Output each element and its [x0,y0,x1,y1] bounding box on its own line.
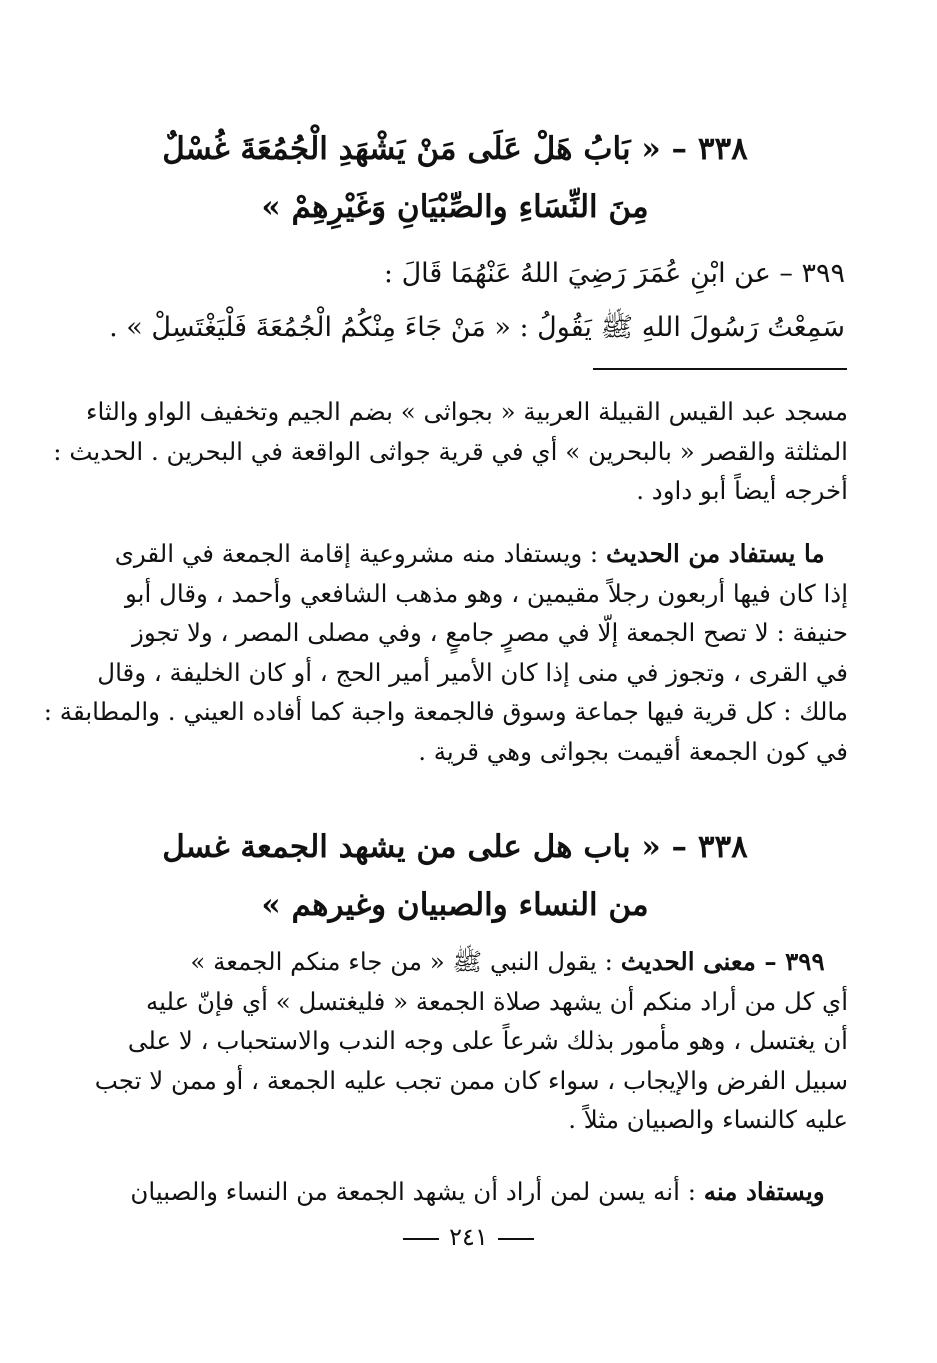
chapter-heading-line-1: ٣٣٨ – « بَابُ هَلْ عَلَى مَنْ يَشْهَدِ الْجُمُعَةَ غُسْلٌ [162,131,748,167]
meaning-line: أي كل من أراد منكم أن يشهد صلاة الجمعة « فليغتسل » أي فإنّ عليه [145,986,848,1016]
commentary-line: المثلثة والقصر « بالبحرين » أي في قرية جواثى الواقعة في البحرين . الحديث : [53,436,848,466]
benefits-line-text: : ويستفاد منه مشروعية إقامة الجمعة في القرى [114,539,599,568]
hadith-line-1: ٣٩٩ – عن ابْنِ عُمَرَ رَضِيَ اللهُ عَنْهُمَا قَالَ : [383,258,845,289]
benefits-line [100,534,848,574]
derived-text: : أنه يسن لمن أراد أن يشهد الجمعة من النساء والصبيان [130,1177,696,1206]
commentary-paragraph [53,392,848,511]
benefits-label: ما يستفاد من الحديث [606,539,825,568]
meaning-label: ٣٩٩ – معنى الحديث [620,947,825,976]
benefits-line: حنيفة : لا تصح الجمعة إلّا في مصرٍ جامعٍ ، وفي مصلى المصر ، ولا تجوز [132,618,848,647]
meaning-line [100,942,848,982]
chapter-heading-line-1: ٣٣٨ – « باب هل على من يشهد الجمعة غسل [162,829,748,865]
derived-line [100,1172,848,1212]
commentary-line: أخرجه أيضاً أبو داود . [636,476,848,505]
page-number-text: ٢٤١ [449,1223,488,1251]
benefits-line: في كون الجمعة أقيمت بجواثى وهي قرية . [418,736,848,766]
chapter-heading-line-2: مِنَ النِّسَاءِ والصِّبْيَانِ وَغَيْرِهِمْ » [261,189,649,225]
commentary-line: مسجد عبد القيس القبيلة العربية « بجواثى » بضم الجيم وتخفيف الواو والثاء [85,397,848,426]
chapter-heading-plain [150,818,760,934]
chapter-heading-line-2: من النساء والصبيان وغيرهم » [261,887,649,923]
benefits-line: إذا كان فيها أربعون رجلاً مقيمين ، وهو مذهب الشافعي وأحمد ، وقال أبو [124,578,848,608]
dash-right [498,1238,534,1240]
meaning-line: عليه كالنساء والصبيان مثلاً . [568,1105,848,1134]
benefits-line: مالك : كل قرية فيها جماعة وسوق فالجمعة واجبة كما أفاده العيني . والمطابقة : [43,697,848,726]
hadith-line-2: سَمِعْتُ رَسُولَ اللهِ ﷺ يَقُولُ : « مَنْ جَاءَ مِنْكُمُ الْجُمُعَةَ فَلْيَغْتَسِلْ » . [109,312,845,343]
derived-label: ويستفاد منه [703,1177,825,1206]
meaning-line: أن يغتسل ، وهو مأمور بذلك شرعاً على وجه الندب والاستحباب ، لا على [127,1026,848,1055]
page-number [0,1222,937,1252]
benefits-line: في القرى ، وتجوز في منى إذا كان الأمير أمير الحج ، أو كان الخليفة ، وقال [97,657,848,687]
dash-left [403,1238,439,1240]
meaning-line: سبيل الفرض والإيجاب ، سواء كان ممن تجب عليه الجمعة ، أو ممن لا تجب [94,1065,848,1095]
benefits-paragraph [43,534,848,771]
chapter-heading-vocalized [150,120,760,236]
meaning-line-text: : يقول النبي ﷺ « من جاء منكم الجمعة » [190,947,613,976]
footnote-separator [593,368,847,370]
derived-paragraph [100,1172,848,1212]
meaning-paragraph [94,942,848,1140]
